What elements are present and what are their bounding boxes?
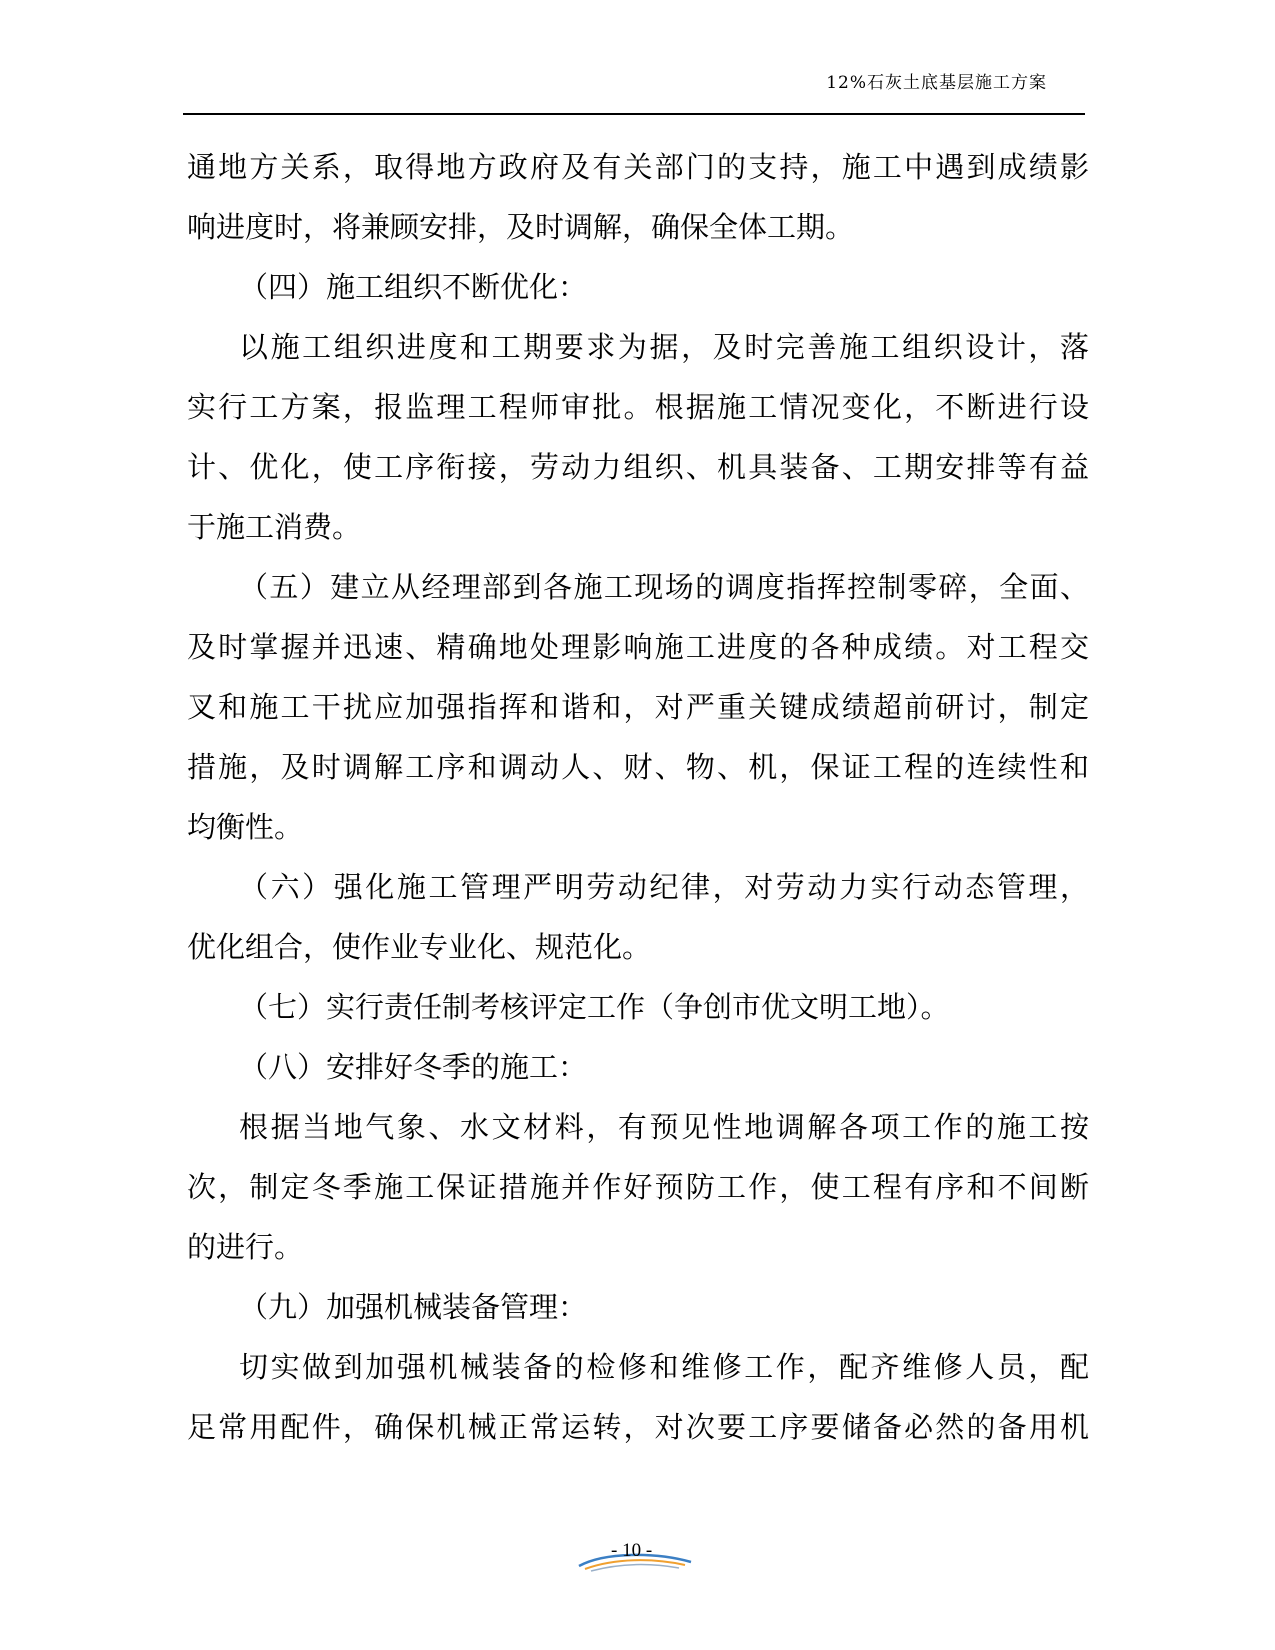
- text-line: 的进行。: [187, 1230, 304, 1264]
- text-line: 以施工组织进度和工期要求为据，及时完善施工组织设计，落: [239, 330, 1089, 364]
- section-heading: （八）安排好冬季的施工：: [239, 1050, 588, 1084]
- page-footer: [575, 1540, 695, 1576]
- text-line: 措施，及时调解工序和调动人、财、物、机，保证工程的连续性和: [187, 750, 1089, 784]
- header-divider: [183, 113, 1085, 115]
- text-line: （七）实行责任制考核评定工作（争创市优文明工地）。: [239, 990, 950, 1024]
- text-line: （五）建立从经理部到各施工现场的调度指挥控制零碎，全面、: [239, 570, 1089, 604]
- section-heading: （九）加强机械装备管理：: [239, 1290, 588, 1324]
- text-line: 叉和施工干扰应加强指挥和谐和，对严重关键成绩超前研讨，制定: [187, 690, 1089, 724]
- text-line: 实行工方案，报监理工程师审批。根据施工情况变化，不断进行设: [187, 390, 1089, 424]
- text-line: 均衡性。: [187, 810, 304, 844]
- text-line: 通地方关系，取得地方政府及有关部门的支持，施工中遇到成绩影: [187, 150, 1089, 184]
- page-number: - 10 -: [611, 1540, 653, 1561]
- text-line: 次，制定冬季施工保证措施并作好预防工作，使工程有序和不间断: [187, 1170, 1089, 1204]
- text-line: 计、优化，使工序衔接，劳动力组织、机具装备、工期安排等有益: [187, 450, 1089, 484]
- text-line: 足常用配件，确保机械正常运转，对次要工序要储备必然的备用机: [187, 1410, 1089, 1444]
- section-heading: （四）施工组织不断优化：: [239, 270, 588, 304]
- document-body: [187, 137, 1089, 1457]
- text-line: （六）强化施工管理严明劳动纪律，对劳动力实行动态管理，: [239, 870, 1089, 904]
- text-line: 响进度时，将兼顾安排，及时调解，确保全体工期。: [187, 210, 855, 244]
- text-line: 于施工消费。: [187, 510, 362, 544]
- text-line: 切实做到加强机械装备的检修和维修工作，配齐维修人员，配: [239, 1350, 1089, 1384]
- text-line: 及时掌握并迅速、精确地处理影响施工进度的各种成绩。对工程交: [187, 630, 1089, 664]
- document-header-title: 12%石灰土底基层施工方案: [826, 73, 1047, 93]
- text-line: 根据当地气象、水文材料，有预见性地调解各项工作的施工按: [239, 1110, 1089, 1144]
- text-line: 优化组合，使作业专业化、规范化。: [187, 930, 652, 964]
